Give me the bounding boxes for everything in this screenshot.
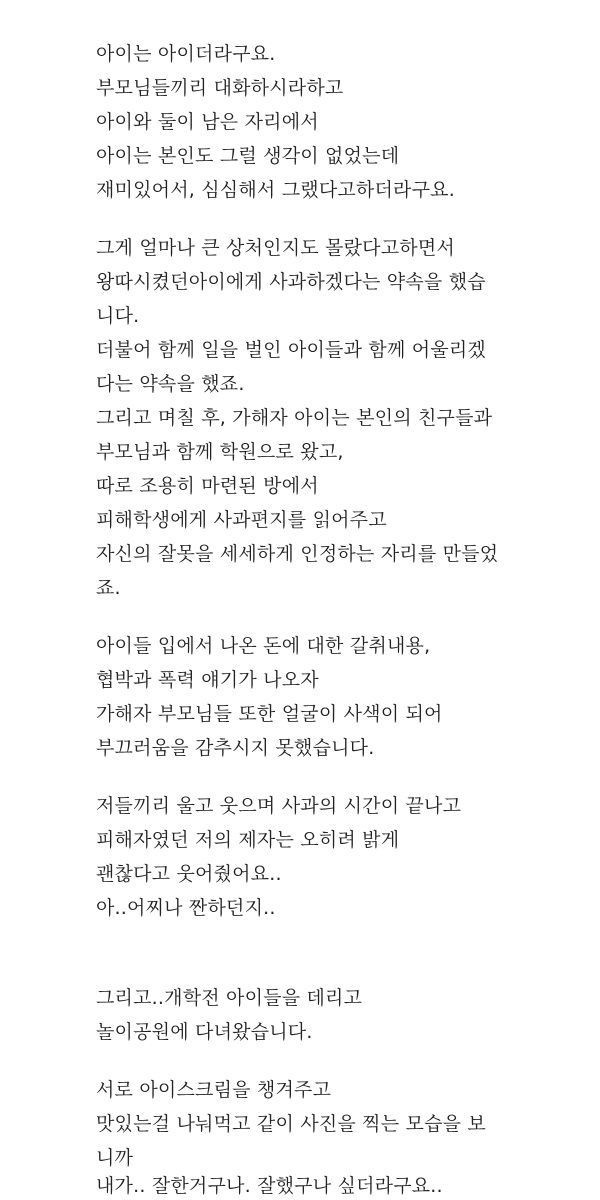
text-line: 아이와 둘이 남은 자리에서 xyxy=(96,111,319,133)
text-line: 괜찮다고 웃어줬어요.. xyxy=(96,863,282,885)
text-line: 다는 약속을 했죠. xyxy=(96,373,245,395)
text-line: 그게 얼마나 큰 상처인지도 몰랐다고하면서 xyxy=(96,237,455,259)
text-line: 니다. xyxy=(96,305,140,327)
text-line: 부끄러움을 감추시지 못했습니다. xyxy=(96,737,375,759)
text-line: 재미있어서, 심심해서 그랬다고하더라구요. xyxy=(96,179,455,201)
text-line: 놀이공원에 다녀왔습니다. xyxy=(96,1021,313,1043)
text-line: 내가.. 잘한거구나. 잘했구나 싶더라구요.. xyxy=(96,1175,443,1197)
text-line: 왕따시켰던아이에게 사과하겠다는 약속을 했습 xyxy=(96,271,486,293)
text-line: 아이는 본인도 그럴 생각이 없었는데 xyxy=(96,145,400,167)
text-line: 저들끼리 울고 웃으며 사과의 시간이 끝나고 xyxy=(96,795,462,817)
text-line: 따로 조용히 마련된 방에서 xyxy=(96,475,319,497)
text-line: 아..어찌나 짠하던지.. xyxy=(96,897,276,919)
text-line: 그리고..개학전 아이들을 데리고 xyxy=(96,987,363,1009)
text-line: 아이들 입에서 나온 돈에 대한 갈취내용, xyxy=(96,635,431,657)
text-line: 맛있는걸 나눠먹고 같이 사진을 찍는 모습을 보 xyxy=(96,1113,486,1135)
text-line: 더불어 함께 일을 벌인 아이들과 함께 어울리겠 xyxy=(96,339,486,361)
text-line: 부모님들끼리 대화하시라하고 xyxy=(96,77,344,99)
text-line: 죠. xyxy=(96,577,121,599)
text-line: 니까 xyxy=(96,1147,134,1169)
text-line: 아이는 아이더라구요. xyxy=(96,43,276,65)
text-line: 피해자였던 저의 제자는 오히려 밝게 xyxy=(96,829,400,851)
text-line: 서로 아이스크림을 챙겨주고 xyxy=(96,1079,332,1101)
text-line: 자신의 잘못을 세세하게 인정하는 자리를 만들었 xyxy=(96,543,499,565)
text-line: 피해학생에게 사과편지를 읽어주고 xyxy=(96,509,387,531)
text-line: 부모님과 함께 학원으로 왔고, xyxy=(96,441,344,463)
text-line: 그리고 며칠 후, 가해자 아이는 본인의 친구들과 xyxy=(96,407,493,429)
text-line: 가해자 부모님들 또한 얼굴이 사색이 되어 xyxy=(96,703,443,725)
text-line: 협박과 폭력 얘기가 나오자 xyxy=(96,669,319,691)
